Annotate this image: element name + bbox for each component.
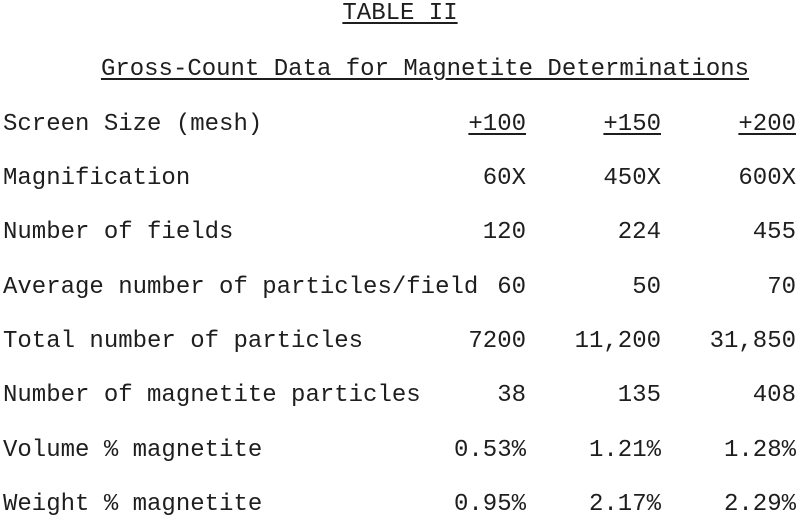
row-label: Number of fields [3,219,234,247]
col-150: +150 [603,111,661,138]
cell-value: 0.53% [453,436,526,464]
cell-value: 31,850 [709,327,796,355]
cell-value: 224 [617,219,661,247]
header-col [656,111,796,139]
cell-value: 1.21% [588,436,661,464]
row-label: Number of magnetite particles [3,382,421,410]
cell-value: 50 [632,273,661,301]
cell-value: 2.29% [723,490,796,518]
cell-value: 1.28% [723,436,796,464]
table-title: TABLE II [342,0,458,27]
cell-value: 11,200 [574,327,661,355]
col-200: +200 [738,111,796,138]
cell-value: 2.17% [588,490,661,518]
cell-value: 38 [497,382,526,410]
cell-value: 600X [738,165,796,192]
row-label: Weight % magnetite [3,490,263,518]
row-label: Volume % magnetite [3,436,263,464]
cell-value: 455 [752,219,796,247]
table-subtitle: Gross-Count Data for Magnetite Determinations [100,56,750,83]
row-label: Average number of particles/field [3,273,479,301]
cell-value: 60X [482,165,526,192]
header-col [521,111,661,139]
cell-value: 408 [752,382,796,410]
cell-value: 7200 [468,327,526,355]
cell-value: 135 [617,382,661,410]
row-label: Magnification [3,165,191,192]
header-label: Screen Size (mesh) [3,111,263,138]
col-100: +100 [468,111,526,138]
cell-value: 70 [767,273,796,301]
cell-value: 450X [603,165,661,192]
row-label: Total number of particles [3,327,364,355]
cell-value: 120 [482,219,526,247]
cell-value: 60 [497,273,526,301]
cell-value: 0.95% [453,490,526,518]
header-col [386,111,526,139]
